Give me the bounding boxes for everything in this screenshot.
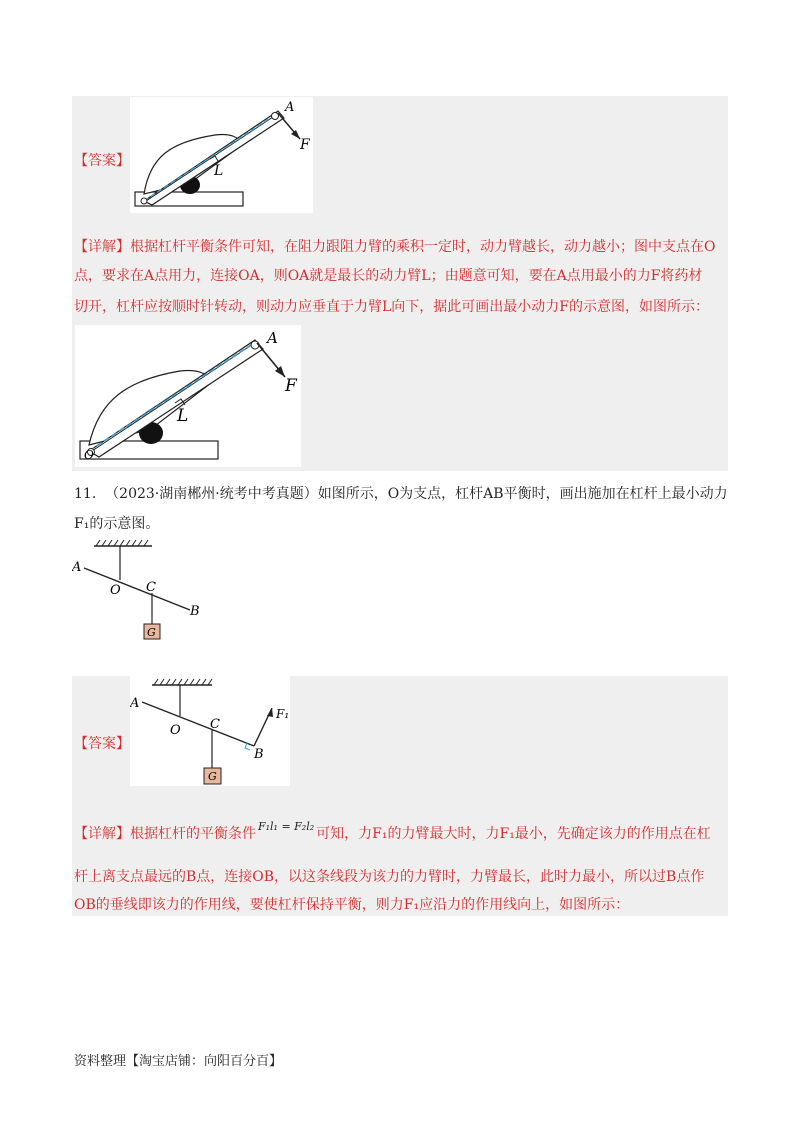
footer-note: 资料整理【淘宝店铺：向阳百分百】 [74,1054,283,1069]
q10-answer-figure-small [130,97,313,213]
q11-q-label-G: G [147,626,156,639]
q11-question-text-1: 如图所示，O为支点，杠杆AB平衡时，画出施加在杠杆上最小动力 [317,486,728,502]
q10-detail-line-2: 点，要求在A点用力，连接OA，则OA就是最长的动力臂L；由题意可知，要在A点用最小的力F将药材 [74,268,703,284]
q11-detail-tag: 【详解】 [74,826,130,842]
q11-source: （2023·湖南郴州·统考中考真题） [105,486,318,502]
q11-question-line-1 [74,483,728,505]
q10-small-label-A: A [285,100,295,115]
q10-detail-line-1 [74,236,715,258]
q10-large-label-L: L [177,406,189,426]
q11-formula: F₁l₁ = F₂l₂ [258,820,315,833]
q10-small-label-F: F [300,137,310,153]
q10-small-label-L: L [214,163,224,179]
q11-detail-line-1 [74,820,711,846]
q11-a-label-F1: F₁ [276,707,290,721]
q11-question-line-2: F₁的示意图。 [74,516,160,532]
q10-detail-text-1: 根据杠杆平衡条件可知，在阻力跟阻力臂的乘积一定时，动力臂越长，动力越小；图中支点在O [130,239,716,255]
q11-answer-figure [130,676,290,786]
q10-detail-tag: 【详解】 [74,239,130,255]
q11-a-label-B: B [254,747,264,762]
q11-a-label-A: A [130,696,140,711]
q11-q-label-C: C [146,580,156,595]
q11-answer-tag: 【答案】 [74,736,130,752]
q10-large-label-O: O [84,448,94,462]
q10-detail-figure-large [75,325,301,467]
q11-formula-before: 根据杠杆的平衡条件 [130,826,256,842]
q11-question-figure [72,538,207,645]
q10-large-label-F: F [285,376,297,396]
q10-large-label-A: A [267,329,278,347]
q10-detail-line-3: 切开，杠杆应按顺时针转动，则动力应垂直于力臂L向下，据此可画出最小动力F的示意图，如图所示： [74,299,710,315]
q11-number: 11. [74,486,97,502]
q11-q-label-A: A [72,560,82,575]
q11-detail-text-1: 可知，力F₁的力臂最大时，力F₁最小，先确定该力的作用点在杠 [316,826,711,842]
q11-q-label-B: B [190,604,200,619]
q11-a-label-G: G [208,770,217,783]
q11-detail-line-2: 杆上离支点最远的B点，连接OB，以这条线段为该力的力臂时，力臂最长，此时力最小，所以过B点作 [74,869,705,885]
q11-detail-line-3: OB的垂线即该力的作用线，要使杠杆保持平衡，则力F₁应沿力的作用线向上，如图所示： [74,897,630,913]
q11-a-label-C: C [210,717,220,732]
q11-q-label-O: O [110,583,121,598]
q11-a-label-O: O [170,723,181,738]
q10-answer-tag: 【答案】 [74,153,130,169]
